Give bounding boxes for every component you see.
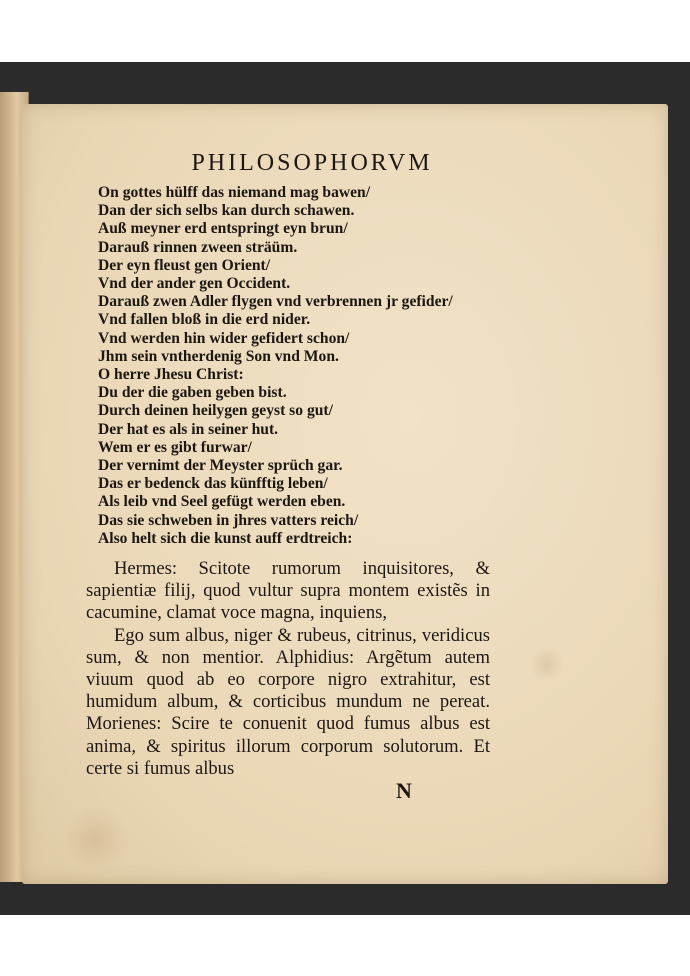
- running-title: PHILOSOPHORVM: [191, 150, 433, 176]
- verse-line: Das sie schweben in jhres vatters reich/: [98, 511, 359, 529]
- verse-line: Darauß zwen Adler flygen vnd verbrennen jr gefider/: [98, 293, 453, 311]
- prose-paragraph: Hermes: Scitote rumorum inquisitores, & sapientiæ filij, quod vultur supra montem existẽs in cacumine, clamat voce magna, inquiens,: [86, 558, 490, 624]
- verse-line: On gottes hülff das niemand mag bawen/: [98, 184, 371, 201]
- verse-line: Der hat es als in seiner hut.: [98, 420, 279, 438]
- foxing-stain: [532, 644, 562, 684]
- verse-line: Wem er es gibt furwar/: [98, 438, 252, 456]
- book-page: [22, 104, 668, 884]
- foxing-stain: [66, 804, 126, 874]
- signature-mark: N: [396, 778, 412, 803]
- verse-line: Dan der sich selbs kan durch schawen.: [98, 202, 355, 220]
- verse-line: Vnd werden hin wider gefidert schon/: [98, 329, 350, 347]
- verse-line: Vnd fallen bloß in die erd nider.: [98, 311, 311, 329]
- verse-line: Der vernimt der Meyster sprüch gar.: [98, 457, 343, 475]
- verse-line: Der eyn fleust gen Orient/: [98, 256, 271, 274]
- german-verse: [98, 184, 518, 548]
- verse-line: Durch deinen heilygen geyst so gut/: [98, 402, 333, 420]
- verse-line: Jhm sein vntherdenig Son vnd Mon.: [98, 347, 339, 365]
- verse-line: Das er bedenck das künfftig leben/: [98, 475, 328, 493]
- verse-line: Vnd der ander gen Occident.: [98, 275, 291, 293]
- verse-line: Darauß rinnen zween sträüm.: [98, 238, 298, 256]
- latin-prose: [86, 558, 490, 780]
- verse-line: Auß meyner erd entspringt eyn brun/: [98, 220, 348, 238]
- verse-line: Als leib vnd Seel gefügt werden eben.: [98, 493, 346, 511]
- verse-line: Du der die gaben geben bist.: [98, 384, 287, 402]
- verse-line: O herre Jhesu Christ:: [98, 366, 244, 384]
- prose-paragraph: Ego sum albus, niger & rubeus, citrinus, veridicus sum, & non mentior. Alphidius: Argẽtum autem viuum quod ab eo corpore nigro extrahitur, est humidum album, & corticibus mundum ne pereat. Morienes: Scire te conuenit quod fumus albus est anima, & spiritus illorum corporum solutorum. Et certe si fumus albus: [86, 624, 490, 779]
- verse-line: Also helt sich die kunst auff erdtreich:: [98, 529, 353, 547]
